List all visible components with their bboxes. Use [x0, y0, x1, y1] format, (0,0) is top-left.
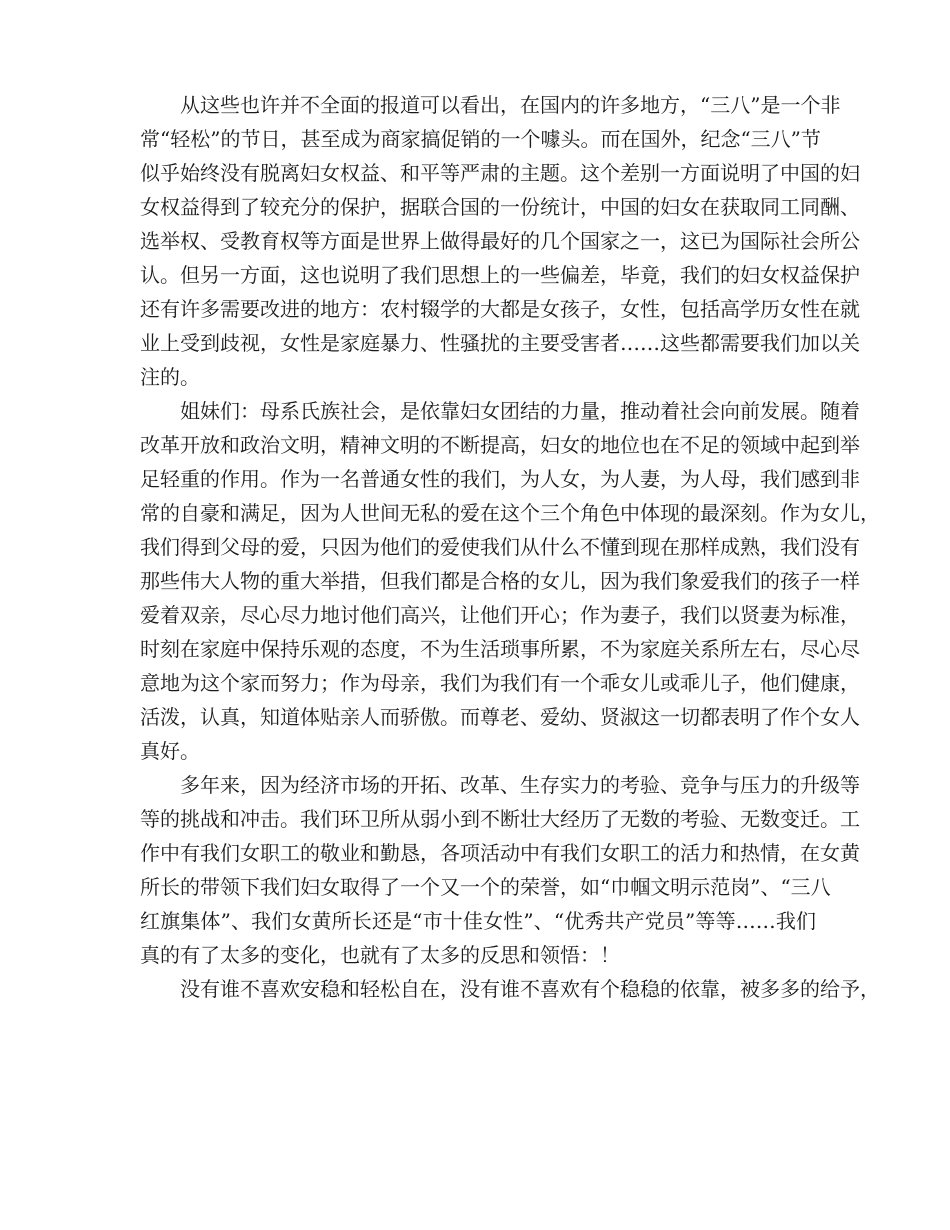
- text-line: 爱着双亲，尽心尽力地讨他们高兴，让他们开心；作为妻子，我们以贤妻为标准，: [140, 603, 860, 627]
- text-line: 那些伟大人物的重大举措，但我们都是合格的女儿，因为我们象爱我们的孩子一样: [140, 569, 860, 593]
- text-line: 所长的带领下我们妇女取得了一个又一个的荣誉，如“巾帼文明示范岗”、“三八: [140, 875, 831, 899]
- text-line: 没有谁不喜欢安稳和轻松自在，没有谁不喜欢有个稳稳的依靠，被多多的给予，: [140, 977, 880, 1001]
- text-line: 时刻在家庭中保持乐观的态度，不为生活琐事所累，不为家庭关系所左右，尽心尽: [140, 637, 860, 661]
- text-line: 常“轻松”的节日，甚至成为商家搞促销的一个噱头。而在国外，纪念“三八”节: [140, 127, 821, 151]
- text-line: 真的有了太多的变化，也就有了太多的反思和领悟：！: [140, 943, 620, 967]
- text-line: 业上受到歧视，女性是家庭暴力、性骚扰的主要受害者……这些都需要我们加以关: [140, 331, 860, 355]
- text-line: 从这些也许并不全面的报道可以看出，在国内的许多地方，“三八”是一个非: [140, 93, 841, 117]
- text-line: 足轻重的作用。作为一名普通女性的我们，为人女，为人妻，为人母，我们感到非: [140, 467, 860, 491]
- text-line: 等的挑战和冲击。我们环卫所从弱小到不断壮大经历了无数的考验、无数变迁。工: [140, 807, 860, 831]
- text-line: 意地为这个家而努力；作为母亲，我们为我们有一个乖女儿或乖儿子，他们健康，: [140, 671, 860, 695]
- text-line: 认。但另一方面，这也说明了我们思想上的一些偏差，毕竟，我们的妇女权益保护: [140, 263, 860, 287]
- text-line: 选举权、受教育权等方面是世界上做得最好的几个国家之一，这已为国际社会所公: [140, 229, 860, 253]
- text-line: 常的自豪和满足，因为人世间无私的爱在这个三个角色中体现的最深刻。作为女儿，: [140, 501, 880, 525]
- text-line: 活泼，认真，知道体贴亲人而骄傲。而尊老、爱幼、贤淑这一切都表明了作个女人: [140, 705, 860, 729]
- text-line: 我们得到父母的爱，只因为他们的爱使我们从什么不懂到现在那样成熟，我们没有: [140, 535, 860, 559]
- text-line: 作中有我们女职工的敬业和勤恳，各项活动中有我们女职工的活力和热情，在女黄: [140, 841, 860, 865]
- text-line: 女权益得到了较充分的保护，据联合国的一份统计，中国的妇女在获取同工同酬、: [140, 195, 860, 219]
- text-line: 真好。: [140, 739, 200, 763]
- paragraph: [140, 88, 860, 394]
- text-line: 姐妹们：母系氏族社会，是依靠妇女团结的力量，推动着社会向前发展。随着: [140, 399, 860, 423]
- text-line: 改革开放和政治文明，精神文明的不断提高，妇女的地位也在不足的领域中起到举: [140, 433, 860, 457]
- paragraph: [140, 768, 860, 972]
- text-line: 多年来，因为经济市场的开拓、改革、生存实力的考验、竞争与压力的升级等: [140, 773, 860, 797]
- text-line: 似乎始终没有脱离妇女权益、和平等严肃的主题。这个差别一方面说明了中国的妇: [140, 161, 860, 185]
- text-line: 还有许多需要改进的地方：农村辍学的大都是女孩子，女性，包括高学历女性在就: [140, 297, 860, 321]
- paragraph: [140, 972, 880, 1006]
- text-line: 注的。: [140, 365, 200, 389]
- text-line: 红旗集体”、我们女黄所长还是“市十佳女性”、“优秀共产党员”等等……我们: [140, 909, 816, 933]
- document-body: [140, 88, 880, 1006]
- paragraph: [140, 394, 880, 768]
